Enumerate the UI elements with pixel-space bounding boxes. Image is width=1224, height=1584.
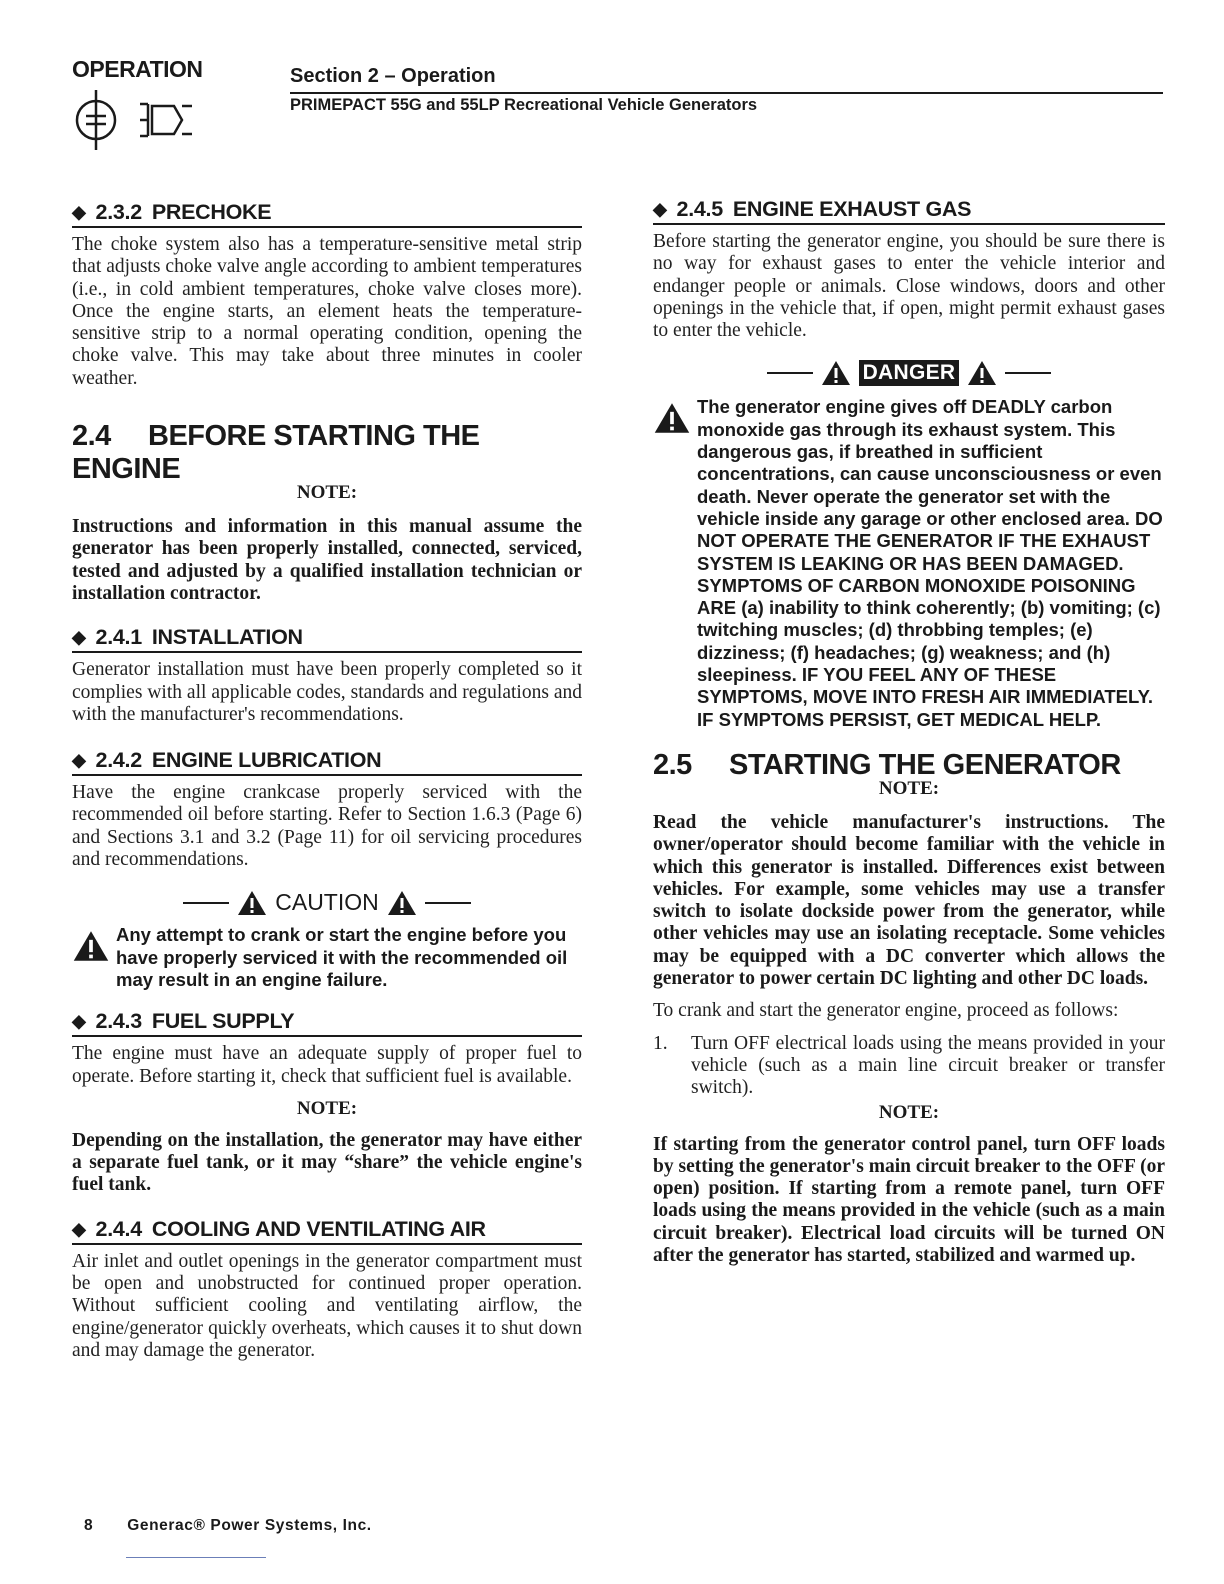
danger-label: DANGER xyxy=(859,360,960,386)
starting-note-2: If starting from the generator control panel, turn OFF loads by setting the generator's main circuit breaker to the OFF (or open) position. If starting from a remote panel, turn OFF loads using the means provided in the vehicle (such as a main circuit breaker). Electrical load circuits will be turned ON after the generator has started, stabilized and warmed up. xyxy=(653,1133,1165,1266)
diamond-bullet-icon: ◆ xyxy=(72,202,86,222)
heading-before-starting: 2.4 BEFORE STARTING THE ENGINE xyxy=(72,420,480,486)
diamond-bullet-icon: ◆ xyxy=(72,1011,86,1032)
note-label: NOTE: xyxy=(878,777,940,799)
cooling-text: Air inlet and outlet openings in the generator compartment must be open and unobstructed for continued proper operation. Without sufficient cooling and ventilating airflow, the engine/generator quickly overheats, which causes it to shut down and may damage the generator. xyxy=(72,1250,582,1361)
page-footer xyxy=(84,1517,372,1535)
right-column xyxy=(653,197,1165,1267)
diamond-bullet-icon: ◆ xyxy=(72,627,86,648)
caution-block xyxy=(72,924,582,991)
note-label: NOTE: xyxy=(296,482,358,504)
warning-triangle-icon xyxy=(237,890,267,916)
installation-text: Generator installation must have been properly completed so it complies with all applicable codes, standards and regulations and with the manufacturer's recommendations. xyxy=(72,659,582,725)
left-column xyxy=(72,200,582,1362)
subheading-prechoke: ◆ 2.3.2 PRECHOKE xyxy=(72,200,582,228)
page-number: 8 xyxy=(84,1517,94,1534)
warning-triangle-icon xyxy=(387,890,417,916)
note-label: NOTE: xyxy=(878,1101,940,1123)
starting-note: Read the vehicle manufacturer's instructions. The owner/operator should become familiar with the vehicle in which this generator is installed. Differences exist between vehicles. For example, some vehicles may use a transfer switch to isolate dockside power from the generator, while other vehicles may use an isolating receptacle. Some vehicles may be equipped with a DC converter which allows the generator to power certain DC lighting and other DC loads. xyxy=(653,811,1165,990)
caution-text: Any attempt to crank or start the engine before you have properly serviced it with the recommended oil may result in an engine failure. xyxy=(116,924,568,990)
subheading-cooling: ◆ 2.4.4 COOLING AND VENTILATING AIR xyxy=(72,1217,582,1245)
section-title: Section 2 – Operation xyxy=(290,65,496,87)
diamond-bullet-icon: ◆ xyxy=(72,1218,86,1239)
danger-banner xyxy=(653,360,1165,386)
warning-triangle-icon xyxy=(653,402,691,434)
subheading-exhaust: ◆ 2.4.5 ENGINE EXHAUST GAS xyxy=(653,197,1165,225)
fuel-note: Depending on the installation, the generator may have either a separate fuel tank, or it may “share” the vehicle engine's fuel tank. xyxy=(72,1129,582,1196)
caution-banner xyxy=(72,889,582,916)
heading-starting-generator: 2.5 STARTING THE GENERATOR xyxy=(653,748,1121,781)
header-divider xyxy=(290,92,1163,94)
subheading-installation: ◆ 2.4.1 INSTALLATION xyxy=(72,625,582,653)
warning-triangle-icon xyxy=(821,360,851,386)
fuel-text: The engine must have an adequate supply of proper fuel to operate. Before starting it, check that sufficient fuel is available. xyxy=(72,1043,582,1087)
danger-block xyxy=(653,396,1165,730)
lubrication-text: Have the engine crankcase properly serviced with the recommended oil before starting. Refer to Section 1.6.3 (Page 6) and Sections 3.1 and 3.2 (Page 11) for oil servicing procedures and recommendations. xyxy=(72,782,582,871)
engine-start-icon xyxy=(140,104,192,136)
exhaust-text: Before starting the generator engine, you should be sure there is no way for exhaust gases to enter the vehicle interior and endanger people or animals. Close windows, doors and other openings in the vehicle that, if open, might permit exhaust gases to enter the vehicle. xyxy=(653,231,1165,342)
step-item: 1. Turn OFF electrical loads using the means provided in your vehicle (such as a main line circuit breaker or transfer switch). xyxy=(653,1032,1165,1099)
diamond-bullet-icon: ◆ xyxy=(653,199,667,219)
before-starting-note: Instructions and information in this manual assume the generator has been properly installed, connected, serviced, tested and adjusted by a qualified installation technician or installation contractor. xyxy=(72,516,582,604)
company-name: Generac® Power Systems, Inc. xyxy=(127,1517,372,1534)
operation-icons xyxy=(72,90,202,156)
prechoke-text: The choke system also has a temperature-sensitive metal strip that adjusts choke valve angle according to ambient temperatures (i.e., in cold ambient temperatures, choke valve closes more). Once the engine starts, an element heats the temperature-sensitive strip to a normal operating condition, opening the choke valve. This may take about three minutes in cooler weather. xyxy=(72,234,582,389)
danger-text: The generator engine gives off DEADLY carbon monoxide gas through its exhaust system. This dangerous gas, if breathed in sufficient concentrations, can cause unconsciousness or even death. Never operate the generator set with the vehicle inside any garage or other enclosed area. DO NOT OPERATE THE GENERATOR IF THE EXHAUST SYSTEM IS LEAKING OR HAS BEEN DAMAGED. SYMPTOMS OF CARBON MONOXIDE POISONING ARE (a) inability to think coherently; (b) vomiting; (c) twitching muscles; (d) throbbing temples; (e) dizziness; (f) headaches; (g) weakness; and (h) sleepiness. IF YOU FEEL ANY OF THESE SYMPTOMS, MOVE INTO FRESH AIR IMMEDIATELY. IF SYMPTOMS PERSIST, GET MEDICAL HELP. xyxy=(697,396,1163,730)
subheading-fuel-supply: ◆ 2.4.3 FUEL SUPPLY xyxy=(72,1009,582,1037)
section-subtitle: PRIMEPACT 55G and 55LP Recreational Vehicle Generators xyxy=(290,96,758,114)
caution-label: CAUTION xyxy=(275,889,379,916)
warning-triangle-icon xyxy=(72,930,110,962)
footer-rule xyxy=(126,1557,266,1558)
diamond-bullet-icon: ◆ xyxy=(72,750,86,771)
operation-label: OPERATION xyxy=(72,56,203,82)
subheading-lubrication: ◆ 2.4.2 ENGINE LUBRICATION xyxy=(72,748,582,776)
starting-intro: To crank and start the generator engine, proceed as follows: xyxy=(653,1000,1119,1022)
note-label: NOTE: xyxy=(296,1097,358,1119)
warning-triangle-icon xyxy=(967,360,997,386)
switch-symbol-icon xyxy=(77,90,115,150)
